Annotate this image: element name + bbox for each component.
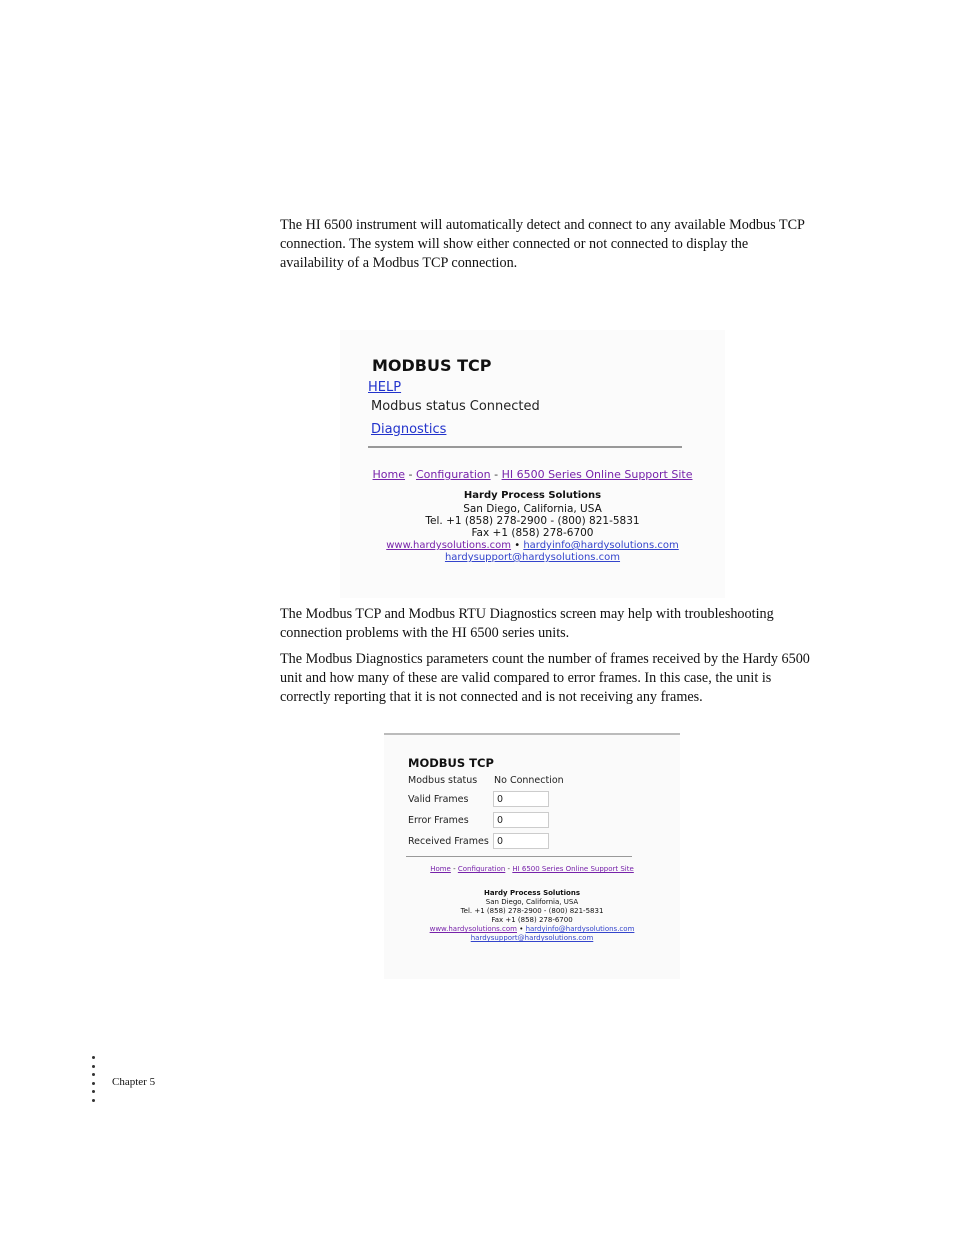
configuration-link[interactable]: Configuration xyxy=(415,468,491,481)
modbus-status-value: No Connection xyxy=(494,775,564,786)
info-email-link[interactable]: hardyinfo@hardysolutions.com xyxy=(523,540,679,551)
footer-nav xyxy=(340,468,725,481)
support-email-link[interactable]: hardysupport@hardysolutions.com xyxy=(470,934,594,942)
page-margin-dots xyxy=(92,1056,98,1107)
company-name: Hardy Process Solutions xyxy=(483,889,581,897)
company-city: San Diego, California, USA xyxy=(485,898,579,906)
company-city: San Diego, California, USA xyxy=(463,503,602,515)
separator: - xyxy=(505,865,513,873)
separator: - xyxy=(450,865,458,873)
separator: - xyxy=(405,468,416,481)
divider xyxy=(368,446,682,448)
modbus-status-label: Modbus status xyxy=(371,399,466,414)
company-name: Hardy Process Solutions xyxy=(463,490,602,501)
company-fax: Fax +1 (858) 278-6700 xyxy=(491,916,573,924)
bullet-separator: • xyxy=(516,925,526,933)
diagnostics-paragraph: The Modbus TCP and Modbus RTU Diagnostics screen may help with troubleshooting connection problems with the HI 6500 series units. xyxy=(280,606,774,641)
received-frames-label: Received Frames xyxy=(408,836,489,847)
diagnostics-link[interactable]: Diagnostics xyxy=(371,422,447,437)
received-frames-field[interactable]: 0 xyxy=(493,833,549,849)
website-link[interactable]: www.hardysolutions.com xyxy=(386,540,512,551)
modbus-status-label: Modbus status xyxy=(408,775,478,786)
error-frames-label: Error Frames xyxy=(408,815,469,826)
home-link[interactable]: Home xyxy=(430,865,451,873)
modbus-status-value: Connected xyxy=(469,399,540,414)
modbus-status-row xyxy=(371,399,540,414)
website-link[interactable]: www.hardysolutions.com xyxy=(429,925,517,933)
support-email-link[interactable]: hardysupport@hardysolutions.com xyxy=(444,552,621,563)
divider xyxy=(406,856,632,857)
modbus-tcp-title: MODBUS TCP xyxy=(372,356,492,375)
support-email-row xyxy=(384,934,680,942)
contact-links xyxy=(340,540,725,551)
company-fax: Fax +1 (858) 278-6700 xyxy=(471,527,594,539)
company-tel: Tel. +1 (858) 278-2900 - (800) 821-5831 xyxy=(460,907,604,915)
valid-frames-label: Valid Frames xyxy=(408,794,469,805)
info-email-link[interactable]: hardyinfo@hardysolutions.com xyxy=(525,925,635,933)
separator: - xyxy=(490,468,502,481)
modbus-status-row xyxy=(408,775,564,786)
modbus-diagnostics-screenshot xyxy=(384,733,680,979)
configuration-link[interactable]: Configuration xyxy=(457,865,506,873)
intro-paragraph: The HI 6500 instrument will automatically detect and connect to any available Modbus TCP connection. The system will show either connected or not connected to display the availability of a Modbus TCP connection. xyxy=(280,217,805,271)
modbus-tcp-screenshot-connected xyxy=(340,330,725,598)
company-tel: Tel. +1 (858) 278-2900 - (800) 821-5831 xyxy=(425,515,640,527)
modbus-tcp-title: MODBUS TCP xyxy=(408,756,494,770)
help-link[interactable]: HELP xyxy=(368,380,402,395)
support-email-row xyxy=(340,552,725,563)
chapter-label: Chapter 5 xyxy=(112,1076,156,1088)
bullet-separator: • xyxy=(511,540,524,551)
valid-frames-field[interactable]: 0 xyxy=(493,791,549,807)
support-site-link[interactable]: HI 6500 Series Online Support Site xyxy=(501,468,693,481)
contact-links xyxy=(384,925,680,933)
frames-paragraph: The Modbus Diagnostics parameters count the number of frames received by the Hardy 6500 unit and how many of these are valid compared to error frames. In this case, the unit is correctly reporting that it is not connected and is not receiving any frames. xyxy=(280,651,810,705)
support-site-link[interactable]: HI 6500 Series Online Support Site xyxy=(512,865,634,873)
footer-nav xyxy=(384,865,680,873)
error-frames-field[interactable]: 0 xyxy=(493,812,549,828)
home-link[interactable]: Home xyxy=(372,468,406,481)
